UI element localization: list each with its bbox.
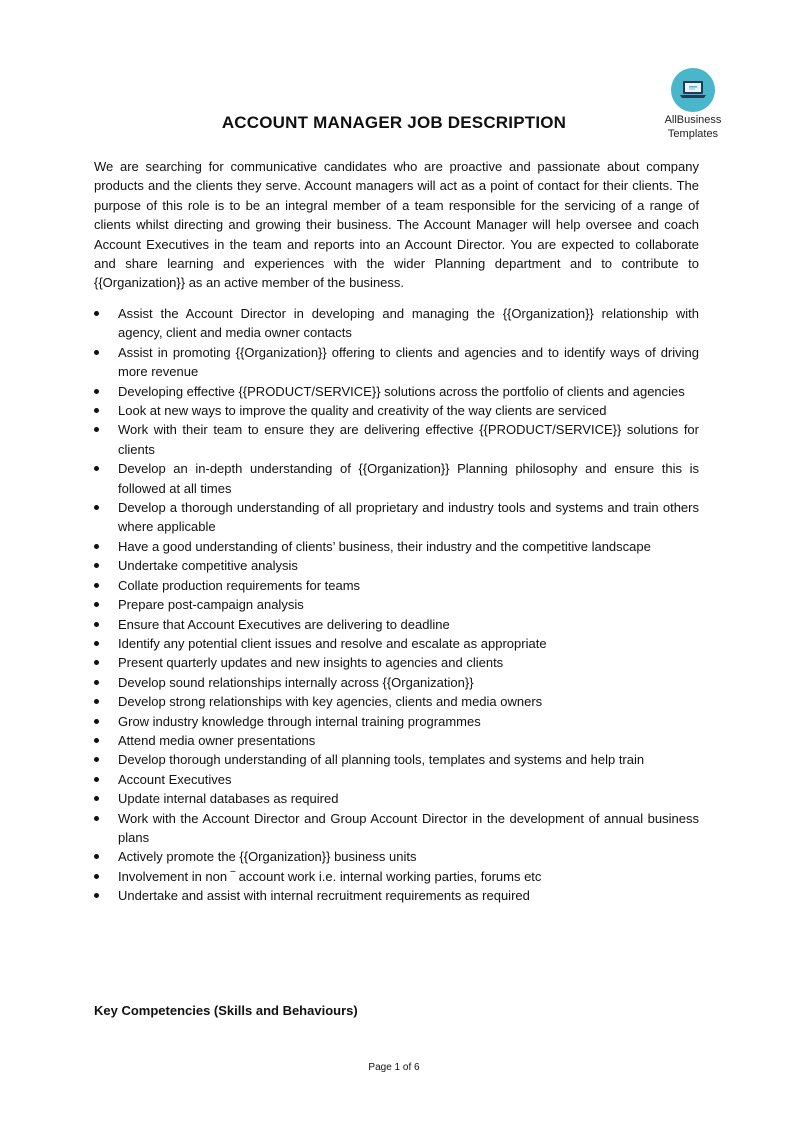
logo-text-line1: AllBusiness (664, 114, 722, 126)
key-competencies-heading: Key Competencies (Skills and Behaviours) (94, 1003, 358, 1018)
list-item: Develop an in-depth understanding of {{Organization}} Planning philosophy and ensure this is followed at all times (94, 459, 699, 498)
list-item: Identify any potential client issues and resolve and escalate as appropriate (94, 634, 699, 653)
list-item: Developing effective {{PRODUCT/SERVICE}} solutions across the portfolio of clients and agencies (94, 382, 699, 401)
list-item: Develop strong relationships with key agencies, clients and media owners (94, 692, 699, 711)
list-item: Develop a thorough understanding of all proprietary and industry tools and systems and train others where applicable (94, 498, 699, 537)
list-item: Present quarterly updates and new insights to agencies and clients (94, 653, 699, 672)
document-title: ACCOUNT MANAGER JOB DESCRIPTION (221, 113, 567, 132)
laptop-icon (671, 68, 715, 112)
responsibilities-list (94, 304, 699, 906)
page-number: Page 1 of 6 (368, 1062, 420, 1073)
list-item: Look at new ways to improve the quality and creativity of the way clients are serviced (94, 401, 699, 420)
list-item: Ensure that Account Executives are delivering to deadline (94, 615, 699, 634)
list-item: Work with their team to ensure they are delivering effective {{PRODUCT/SERVICE}} solutions for clients (94, 420, 699, 459)
list-item: Update internal databases as required (94, 789, 699, 808)
list-item: Prepare post-campaign analysis (94, 595, 699, 614)
list-item: Attend media owner presentations (94, 731, 699, 750)
list-item: Develop sound relationships internally across {{Organization}} (94, 673, 699, 692)
list-item: Work with the Account Director and Group Account Director in the development of annual business plans (94, 809, 699, 848)
list-item: Assist in promoting {{Organization}} offering to clients and agencies and to identify ways of driving more revenue (94, 343, 699, 382)
list-item: Account Executives (94, 770, 699, 789)
list-item: Grow industry knowledge through internal training programmes (94, 712, 699, 731)
list-item: Undertake and assist with internal recruitment requirements as required (94, 886, 699, 905)
list-item: Collate production requirements for teams (94, 576, 699, 595)
list-item: Involvement in non ‾ account work i.e. internal working parties, forums etc (94, 867, 699, 886)
list-item: Actively promote the {{Organization}} business units (94, 847, 699, 866)
list-item: Undertake competitive analysis (94, 556, 699, 575)
logo-text-line2: Templates (667, 128, 719, 140)
list-item: Have a good understanding of clients’ business, their industry and the competitive landscape (94, 537, 699, 556)
intro-paragraph: We are searching for communicative candidates who are proactive and passionate about company products and the clients they serve. Account managers will act as a point of contact for their clients. The purpose of this role is to be an integral member of a team responsible for the servicing of a range of clients whilst directing and growing their business. The Account Manager will help oversee and coach Account Executives in the team and reports into an Account Director. You are expected to collaborate and share learning and experiences with the wider Planning department and to contribute to {{Organization}} as an active member of the business. (94, 159, 699, 291)
list-item: Assist the Account Director in developing and managing the {{Organization}} relationship with agency, client and media owner contacts (94, 304, 699, 343)
list-item: Develop thorough understanding of all planning tools, templates and systems and help train (94, 750, 699, 769)
